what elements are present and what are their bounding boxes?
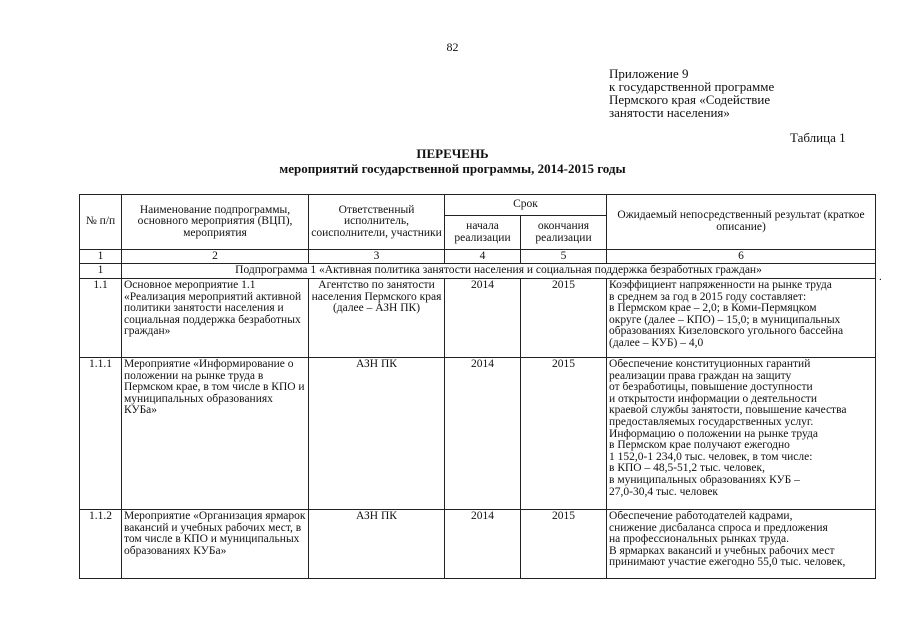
side-mark: . bbox=[879, 271, 882, 283]
result-line: предоставляемых государственных услуг. bbox=[609, 416, 814, 428]
row-result bbox=[607, 358, 876, 510]
document-title bbox=[0, 146, 905, 176]
row-end: 2015 bbox=[521, 510, 607, 579]
column-number: 4 bbox=[445, 250, 521, 264]
row-result bbox=[607, 279, 876, 358]
row-start: 2014 bbox=[445, 358, 521, 510]
result-line: в среднем за год в 2015 году составляет: bbox=[609, 291, 807, 303]
result-line: 1 152,0-1 234,0 тыс. человек, в том числе: bbox=[609, 451, 813, 463]
row-name: Основное мероприятие 1.1 «Реализация мероприятий активной политики занятости населения и социальная поддержка безработных граждан» bbox=[122, 279, 309, 358]
title-line-1: ПЕРЕЧЕНЬ bbox=[416, 146, 489, 161]
row-end: 2015 bbox=[521, 358, 607, 510]
header-executor: Ответственный исполнитель, соисполнители, участники bbox=[309, 195, 445, 250]
header-result: Ожидаемый непосредственный результат (краткое описание) bbox=[607, 195, 876, 250]
result-line: снижение дисбаланса спроса и предложения bbox=[609, 522, 828, 534]
result-line: принимают участие ежегодно 55,0 тыс. человек, bbox=[609, 557, 846, 569]
row-end: 2015 bbox=[521, 279, 607, 358]
result-line: и открытости информации о деятельности bbox=[609, 393, 817, 405]
table-row bbox=[80, 358, 876, 510]
row-start: 2014 bbox=[445, 510, 521, 579]
result-line: реализации права граждан на защиту bbox=[609, 370, 792, 382]
result-line: краевой службы занятости, повышение качества bbox=[609, 405, 847, 417]
column-number: 1 bbox=[80, 250, 122, 264]
column-number: 2 bbox=[122, 250, 309, 264]
result-line: от безработицы, повышение доступности bbox=[609, 382, 813, 394]
column-number: 6 bbox=[607, 250, 876, 264]
result-line: (далее – КУБ) – 4,0 bbox=[609, 337, 704, 349]
row-num: 1.1.1 bbox=[80, 358, 122, 510]
appendix-note bbox=[609, 67, 774, 119]
result-line: В ярмарках вакансий и учебных рабочих мест bbox=[609, 545, 835, 557]
appendix-line: Пермского края «Содействие bbox=[609, 92, 771, 107]
subprogram-row bbox=[80, 264, 876, 279]
table-row bbox=[80, 510, 876, 579]
result-line: Информацию о положении на рынке труда bbox=[609, 428, 818, 440]
row-name: Мероприятие «Информирование о положении на рынке труда в Пермском крае, в том числе в КПО и муниципальных образованиях КУБа» bbox=[122, 358, 309, 510]
table-row bbox=[80, 279, 876, 358]
header-end: окончания реализации bbox=[521, 216, 607, 250]
header-row bbox=[80, 195, 876, 216]
row-executor: Агентство по занятости населения Пермского края (далее – АЗН ПК) bbox=[309, 279, 445, 358]
row-name: Мероприятие «Организация ярмарок вакансий и учебных рабочих мест, в том числе в КПО и муниципальных образованиях КУБа» bbox=[122, 510, 309, 579]
header-num: № п/п bbox=[80, 195, 122, 250]
result-line: в муниципальных образованиях КУБ – bbox=[609, 474, 800, 486]
result-line: в Пермском крае получают ежегодно bbox=[609, 440, 790, 452]
appendix-line: к государственной программе bbox=[609, 79, 775, 94]
header-term: Срок bbox=[445, 195, 607, 216]
appendix-line: занятости населения» bbox=[609, 105, 730, 120]
result-line: в КПО – 48,5-51,2 тыс. человек, bbox=[609, 463, 765, 475]
header-name: Наименование подпрограммы, основного мероприятия (ВЦП), мероприятия bbox=[122, 195, 309, 250]
row-result bbox=[607, 510, 876, 579]
subprogram-num: 1 bbox=[80, 264, 122, 279]
result-line: округе (далее – КПО) – 15,0; в муниципальных bbox=[609, 314, 841, 326]
row-executor: АЗН ПК bbox=[309, 358, 445, 510]
result-line: Обеспечение работодателей кадрами, bbox=[609, 511, 793, 522]
result-line: Обеспечение конституционных гарантий bbox=[609, 359, 811, 370]
column-numbers-row bbox=[80, 250, 876, 264]
column-number: 5 bbox=[521, 250, 607, 264]
result-line: образованиях Кизеловского угольного бассейна bbox=[609, 326, 844, 338]
row-num: 1.1 bbox=[80, 279, 122, 358]
header-start: начала реализации bbox=[445, 216, 521, 250]
column-number: 3 bbox=[309, 250, 445, 264]
table-label: Таблица 1 bbox=[790, 130, 846, 145]
row-start: 2014 bbox=[445, 279, 521, 358]
title-line-2: мероприятий государственной программы, 2014-2015 годы bbox=[279, 161, 626, 176]
result-line: в Пермском крае – 2,0; в Коми-Пермяцком bbox=[609, 303, 817, 315]
page-number: 82 bbox=[446, 40, 459, 54]
result-line: 27,0-30,4 тыс. человек bbox=[609, 486, 719, 498]
result-line: на профессиональных рынках труда. bbox=[609, 534, 790, 546]
row-num: 1.1.2 bbox=[80, 510, 122, 579]
appendix-line: Приложение 9 bbox=[609, 66, 689, 81]
result-line: Коэффициент напряженности на рынке труда bbox=[609, 280, 832, 291]
row-executor: АЗН ПК bbox=[309, 510, 445, 579]
events-table bbox=[79, 194, 876, 579]
subprogram-title: Подпрограмма 1 «Активная политика занятости населения и социальная поддержка безработных граждан» bbox=[122, 264, 876, 279]
